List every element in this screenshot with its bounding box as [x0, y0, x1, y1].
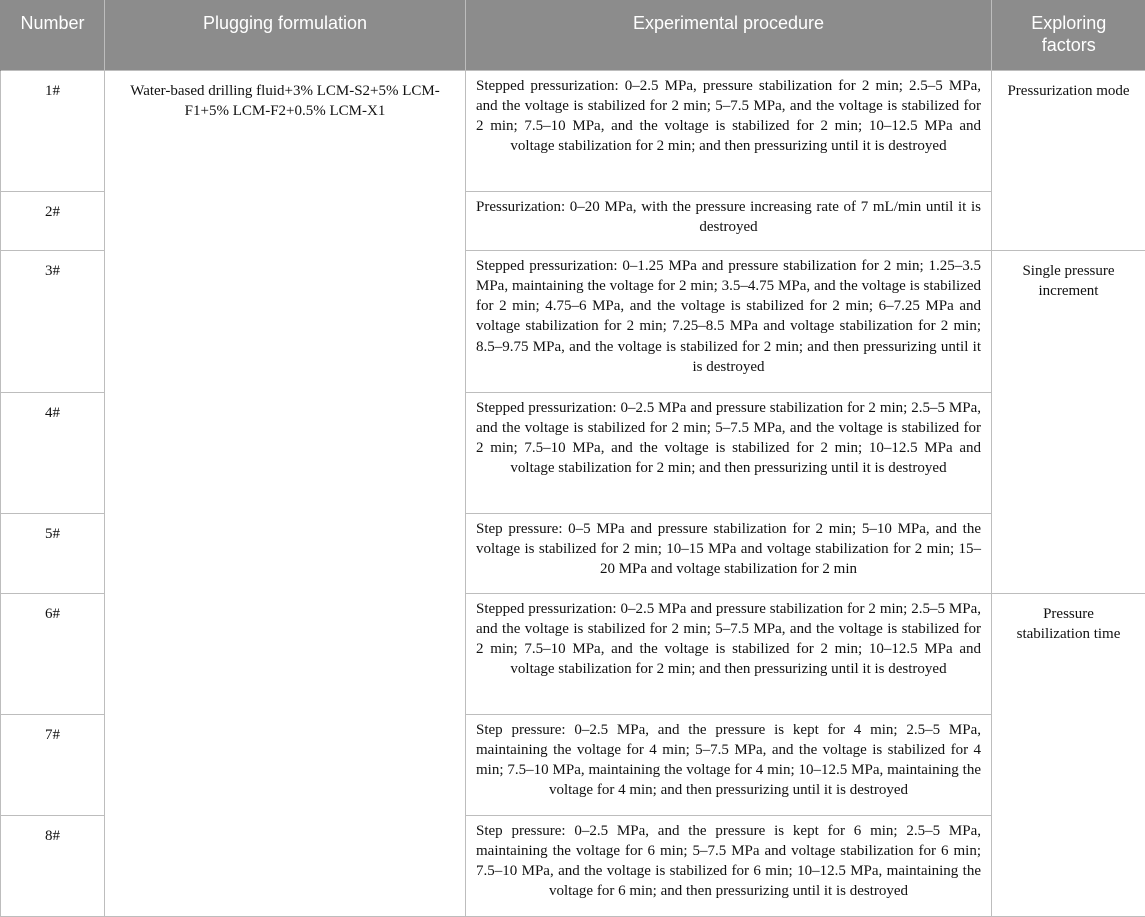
cell-procedure: Pressurization: 0–20 MPa, with the pressure increasing rate of 7 mL/min until it is destroyed: [466, 191, 992, 250]
cell-number: 6#: [1, 593, 105, 714]
cell-procedure: Stepped pressurization: 0–2.5 MPa and pressure stabilization for 2 min; 2.5–5 MPa, and the voltage is stabilized for 2 min; 5–7.5 MPa, and the voltage is stabilized for 2 min; 7.5–10 MPa, and the voltage is stabilized for 2 min; 10–12.5 MPa and voltage stabilization for 2 min; and then pressurizing until it is destroyed: [466, 392, 992, 513]
cell-formulation: Water-based drilling fluid+3% LCM-S2+5% LCM-F1+5% LCM-F2+0.5% LCM-X1: [105, 70, 466, 916]
header-factors: Exploring factors: [992, 0, 1145, 70]
cell-procedure: Stepped pressurization: 0–2.5 MPa and pressure stabilization for 2 min; 2.5–5 MPa, and the voltage is stabilized for 2 min; 5–7.5 MPa, and the voltage is stabilized for 2 min; 7.5–10 MPa, and the voltage is stabilized for 2 min; 10–12.5 MPa and voltage stabilization for 2 min; and then pressurizing until it is destroyed: [466, 593, 992, 714]
cell-factor-pressure-stabilization-time: Pressure stabilization time: [992, 593, 1145, 916]
table-header-row: [1, 0, 1145, 70]
cell-procedure: Step pressure: 0–2.5 MPa, and the pressure is kept for 4 min; 2.5–5 MPa, maintaining the voltage for 4 min; 5–7.5 MPa, and the voltage is stabilized for 4 min; 7.5–10 MPa, maintaining the voltage for 4 min; 10–12.5 MPa, maintaining the voltage for 4 min; and then pressurizing until it is destroyed: [466, 714, 992, 815]
cell-procedure: Stepped pressurization: 0–2.5 MPa, pressure stabilization for 2 min; 2.5–5 MPa, and the voltage is stabilized for 2 min; 5–7.5 MPa, and the voltage is stabilized for 2 min; 7.5–10 MPa, and the voltage is stabilized for 2 min; 10–12.5 MPa and voltage stabilization for 2 min; and then pressurizing until it is destroyed: [466, 70, 992, 191]
cell-number: 1#: [1, 70, 105, 191]
cell-number: 5#: [1, 513, 105, 593]
cell-procedure: Step pressure: 0–2.5 MPa, and the pressure is kept for 6 min; 2.5–5 MPa, maintaining the voltage for 6 min; 5–7.5 MPa and voltage stabilization for 6 min; 7.5–10 MPa, and the voltage is stabilized for 6 min; 10–12.5 MPa, maintaining the voltage for 6 min; and then pressurizing until it is destroyed: [466, 815, 992, 916]
header-number: Number: [1, 0, 105, 70]
cell-procedure: Step pressure: 0–5 MPa and pressure stabilization for 2 min; 5–10 MPa, and the voltage is stabilized for 2 min; 10–15 MPa and voltage stabilization for 2 min; 15–20 MPa and voltage stabilization for 2 min: [466, 513, 992, 593]
cell-procedure: Stepped pressurization: 0–1.25 MPa and pressure stabilization for 2 min; 1.25–3.5 MPa, maintaining the voltage for 2 min; 3.5–4.75 MPa, and the voltage is stabilized for 2 min; 4.75–6 MPa, and the voltage is stabilized for 2 min; 6–7.25 MPa and voltage stabilization for 2 min; 7.25–8.5 MPa and voltage stabilization for 2 min; 8.5–9.75 MPa, and the voltage is stabilized for 2 min; and then pressurizing until it is destroyed: [466, 250, 992, 392]
cell-number: 3#: [1, 250, 105, 392]
cell-number: 4#: [1, 392, 105, 513]
cell-number: 2#: [1, 191, 105, 250]
header-procedure: Experimental procedure: [466, 0, 992, 70]
cell-number: 7#: [1, 714, 105, 815]
table-row: [1, 70, 1145, 191]
header-formulation: Plugging formulation: [105, 0, 466, 70]
cell-factor-single-pressure-increment: Single pressure increment: [992, 250, 1145, 593]
cell-number: 8#: [1, 815, 105, 916]
cell-factor-pressurization-mode: Pressurization mode: [992, 70, 1145, 250]
